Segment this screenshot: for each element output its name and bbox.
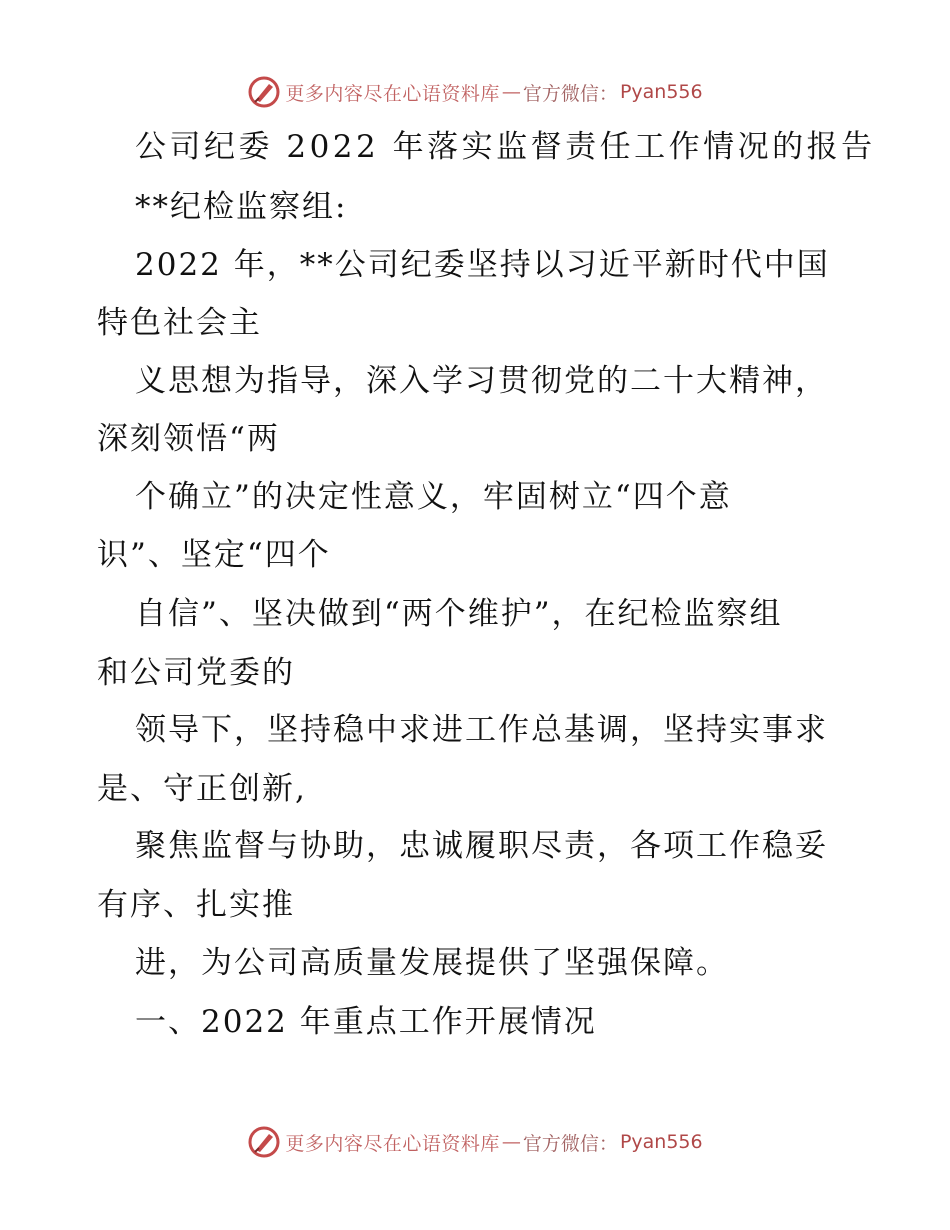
quill-pen-logo-icon [247,75,281,109]
watermark-wechat-id: Pyan556 [619,81,703,103]
watermark-site-text: 更多内容尽在心语资料库 [285,1132,500,1155]
quill-pen-logo-icon [247,1125,281,1159]
document-title: 公司纪委 2022 年落实监督责任工作情况的报告 [135,129,876,165]
paragraph-line: 是、守正创新, [97,771,307,807]
paragraph-line: 识”、坚定“四个 [97,537,331,573]
paragraph-line: 深刻领悟“两 [97,421,280,457]
paragraph-line: 和公司党委的 [97,655,295,691]
paragraph-line: 自信”、坚决做到“两个维护”，在纪检监察组 [135,596,783,632]
paragraph-line: 2022 年，**公司纪委坚持以习近平新时代中国 [135,247,830,283]
watermark-label: 官方微信： [522,1132,618,1155]
watermark-dash: — [501,81,521,103]
watermark-header [0,72,950,112]
watermark-footer [0,1122,950,1162]
paragraph-line: 特色社会主 [97,305,262,341]
paragraph-line: 领导下，坚持稳中求进工作总基调，坚持实事求 [135,712,828,748]
paragraph-line: 聚焦监督与协助，忠诚履职尽责，各项工作稳妥 [135,828,828,864]
watermark-label: 官方微信： [522,82,618,105]
paragraph-line: 义思想为指导，深入学习贯彻党的二十大精神， [135,363,828,399]
watermark-dash: — [501,1131,521,1153]
watermark-wechat-id: Pyan556 [619,1131,703,1153]
addressee-line: **纪检监察组: [135,189,348,225]
paragraph-line: 进，为公司高质量发展提供了坚强保障。 [135,945,729,981]
section-heading: 一、2022 年重点工作开展情况 [135,1004,597,1040]
paragraph-line: 有序、扎实推 [97,887,295,923]
watermark-site-text: 更多内容尽在心语资料库 [285,82,500,105]
paragraph-line: 个确立”的决定性意义，牢固树立“四个意 [135,479,732,515]
